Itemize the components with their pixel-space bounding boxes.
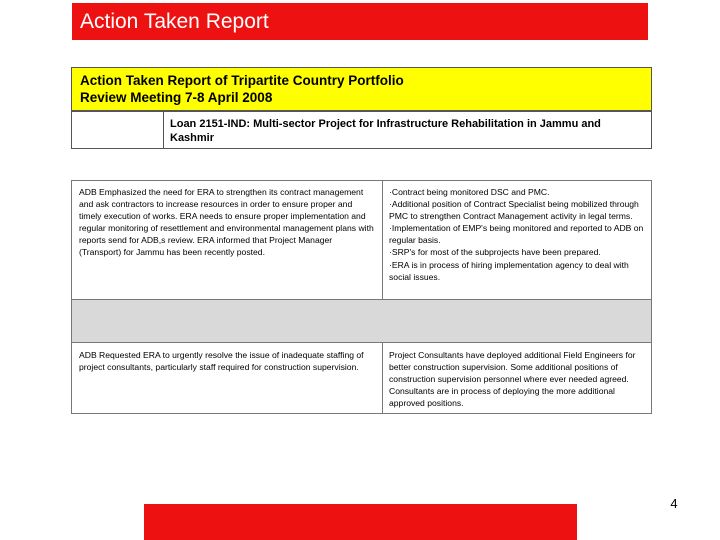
table-cell-action [383, 181, 651, 299]
action-bullet: ·Implementation of EMP's being monitored and reported to ADB on regular basis. [389, 223, 644, 246]
table-separator-row [72, 300, 651, 343]
loan-title: Loan 2151-IND: Multi-sector Project for Infrastructure Rehabilitation in Jammu and Kashmir [170, 118, 601, 144]
table-cell-issue: ADB Emphasized the need for ERA to strengthen its contract management and ask contractors to increase resources in order to ensure proper and timely execution of works. ERA needs to ensure proper implementation and regular monitoring of resettlement and environmental management plans with reports send for ADB,s review. ERA informed that Project Manager (Transport) for Jammu has been recently posted. [72, 181, 383, 299]
table-cell-issue: ADB Requested ERA to urgently resolve the issue of inadequate staffing of project consultants, particularly staff required for construction supervision. [72, 343, 383, 413]
action-bullet: ·Additional position of Contract Specialist being mobilized through PMC to strengthen Contract Management activity in legal terms. [389, 199, 639, 222]
report-header-box [71, 67, 652, 111]
action-bullet: ·Contract being monitored DSC and PMC. [389, 187, 550, 197]
footer-bar [144, 504, 577, 540]
report-header-line-2: Review Meeting 7-8 April 2008 [80, 90, 273, 105]
slide-title-bar [72, 3, 648, 40]
loan-row-blank-cell [72, 112, 164, 148]
table-cell-action: Project Consultants have deployed additional Field Engineers for better construction supervision. Some additional positions of construction supervision personnel where ever needed agreed. Consultants are in process of deploying the more additional approved positions. [389, 350, 636, 409]
page-number: 4 [670, 496, 678, 511]
action-bullet: ·SRP's for most of the subprojects have been prepared. [389, 247, 601, 258]
table-row [72, 343, 651, 413]
report-header-line-1: Action Taken Report of Tripartite Country Portfolio [80, 73, 404, 88]
action-table [71, 180, 652, 414]
table-row [72, 181, 651, 300]
loan-row [71, 111, 652, 149]
separator-cell-right [383, 300, 651, 342]
action-bullet: ·ERA is in process of hiring implementation agency to deal with social issues. [389, 259, 629, 282]
slide-title: Action Taken Report [80, 10, 269, 33]
separator-cell-left [72, 300, 383, 342]
